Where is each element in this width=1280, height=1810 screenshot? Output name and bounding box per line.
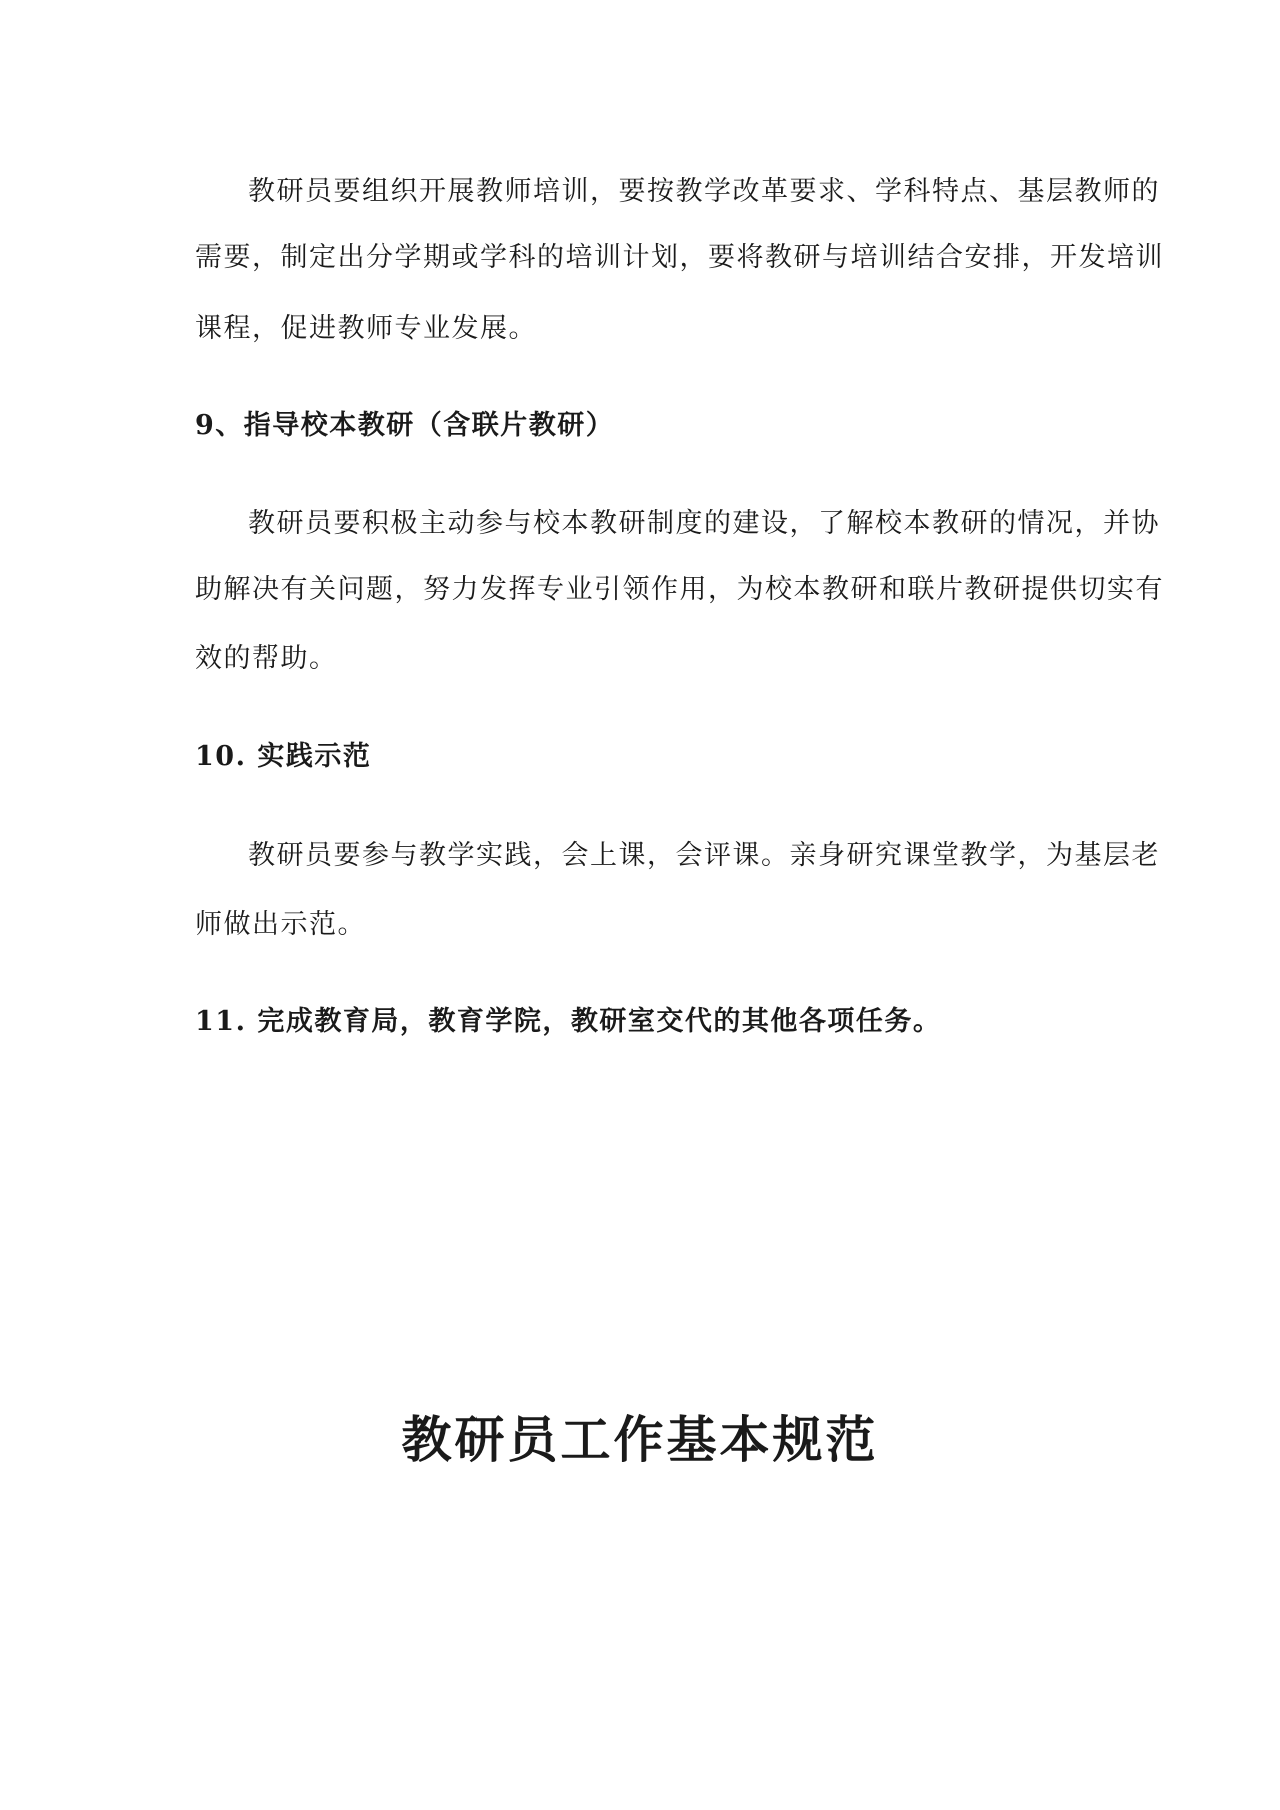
text-line: 效的帮助。 xyxy=(195,643,338,674)
text-line: 教研员要参与教学实践，会上课，会评课。亲身研究课堂教学，为基层老 xyxy=(248,840,1160,871)
section-heading-9: 9、指导校本教研（含联片教研） xyxy=(195,410,615,441)
text-line: 助解决有关问题，努力发挥专业引领作用，为校本教研和联片教研提供切实有 xyxy=(195,574,1164,605)
text-line: 课程，促进教师专业发展。 xyxy=(195,313,537,344)
text-line: 教研员要积极主动参与校本教研制度的建设，了解校本教研的情况，并协 xyxy=(248,508,1160,539)
text-line: 需要，制定出分学期或学科的培训计划，要将教研与培训结合安排，开发培训 xyxy=(195,242,1164,273)
section-heading-11: 11. 完成教育局，教育学院，教研室交代的其他各项任务。 xyxy=(195,1006,942,1037)
document-title: 教研员工作基本规范 xyxy=(401,1410,879,1469)
text-line: 教研员要组织开展教师培训，要按教学改革要求、学科特点、基层教师的 xyxy=(248,176,1160,207)
text-line: 师做出示范。 xyxy=(195,909,366,940)
section-heading-10: 10. 实践示范 xyxy=(195,741,372,772)
